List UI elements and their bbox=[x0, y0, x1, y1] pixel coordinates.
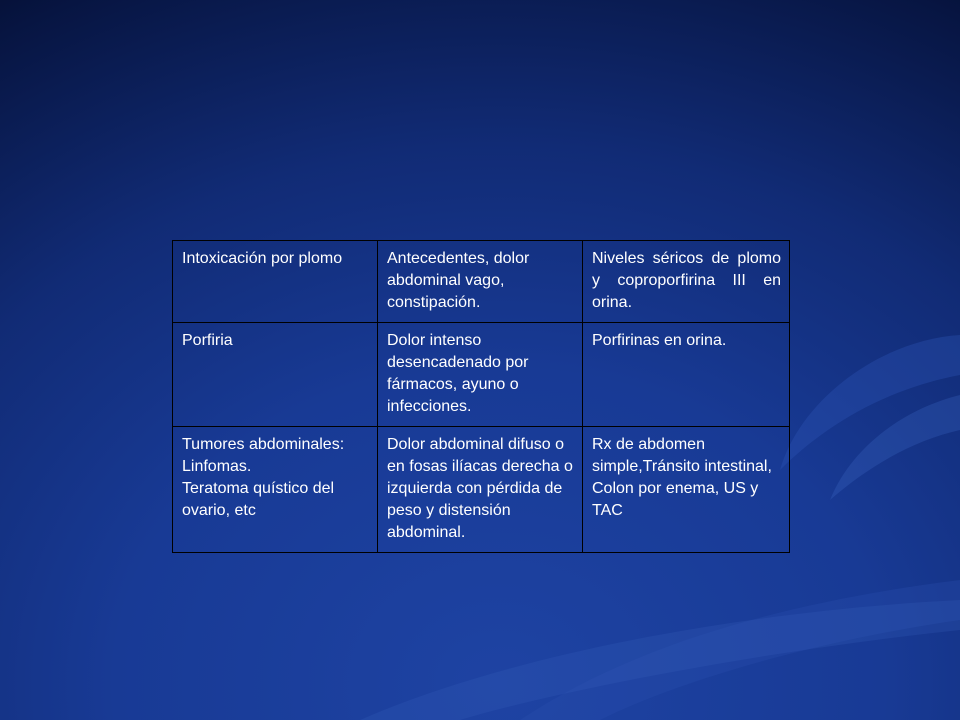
symptoms-cell: Dolor abdominal difuso o en fosas ilíacas derecha o izquierda con pérdida de peso y distensión abdominal. bbox=[378, 427, 583, 553]
symptoms-cell: Dolor intenso desencadenado por fármacos, ayuno o infecciones. bbox=[378, 323, 583, 427]
condition-cell: Tumores abdominales: Linfomas. Teratoma quístico del ovario, etc bbox=[173, 427, 378, 553]
table-row bbox=[173, 323, 790, 427]
diagnosis-cell: Porfirinas en orina. bbox=[583, 323, 790, 427]
diagnosis-cell: Rx de abdomen simple,Tránsito intestinal, Colon por enema, US y TAC bbox=[583, 427, 790, 553]
table-row bbox=[173, 427, 790, 553]
condition-cell: Porfiria bbox=[173, 323, 378, 427]
condition-cell: Intoxicación por plomo bbox=[173, 241, 378, 323]
table-row bbox=[173, 241, 790, 323]
diagnosis-cell: Niveles séricos de plomo y coproporfirina III en orina. bbox=[583, 241, 790, 323]
symptoms-cell: Antecedentes, dolor abdominal vago, constipación. bbox=[378, 241, 583, 323]
comparison-table bbox=[172, 240, 790, 553]
